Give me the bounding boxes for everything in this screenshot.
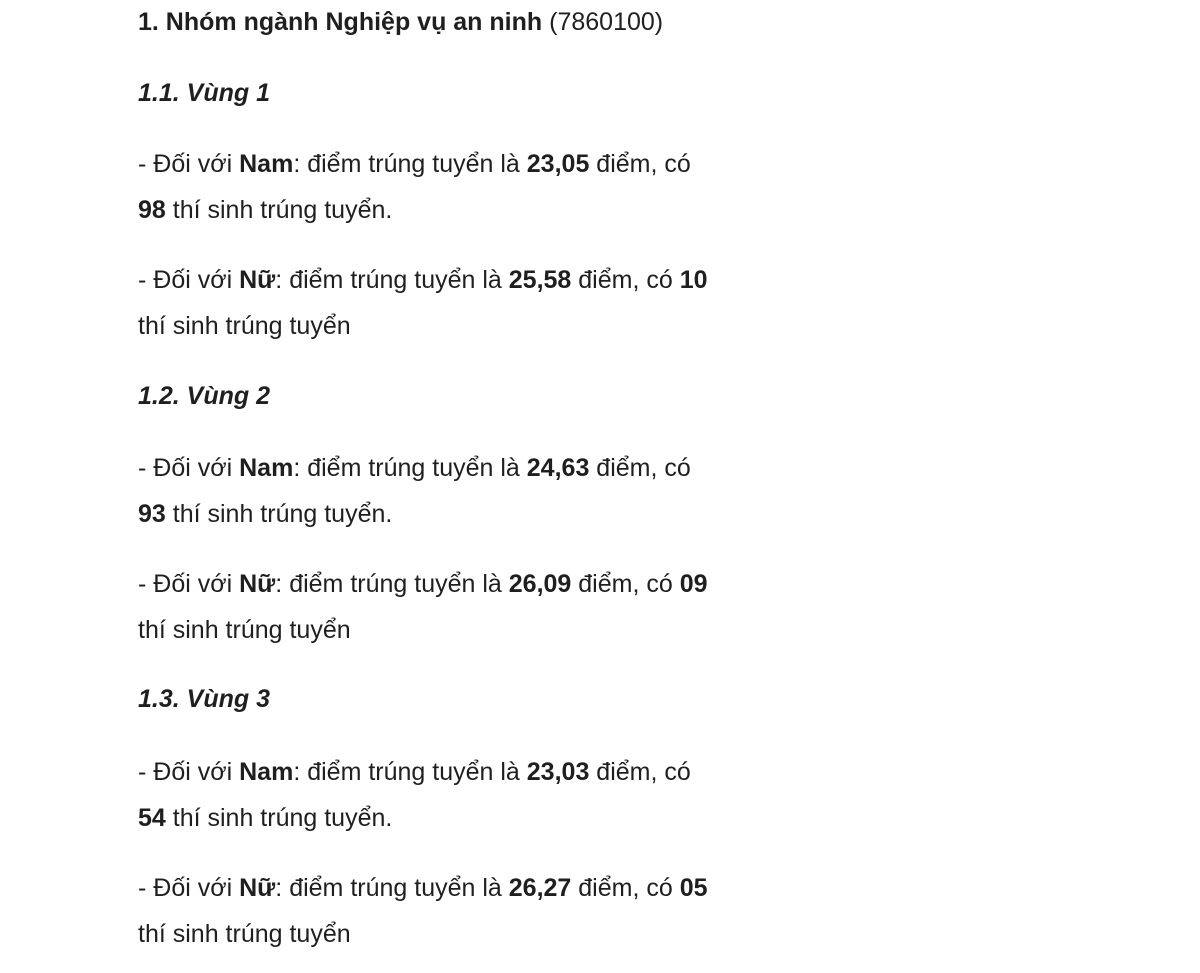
male-mid-text-2: điểm, có — [589, 758, 691, 786]
male-score: 23,03 — [526, 758, 590, 786]
male-count: 54 — [138, 804, 166, 832]
female-score: 25,58 — [508, 266, 572, 294]
male-count: 98 — [138, 196, 166, 224]
section-heading-region-2: 1.2. Vùng 2 — [138, 382, 270, 410]
male-paragraph-region-1 — [138, 141, 793, 233]
female-mid-text-2: điểm, có — [571, 570, 680, 598]
male-gender-label: Nam — [239, 758, 294, 786]
male-mid-text-2: điểm, có — [589, 454, 691, 482]
male-gender-label: Nam — [239, 150, 294, 178]
male-gender-label: Nam — [239, 454, 294, 482]
female-gender-label: Nữ — [239, 266, 276, 294]
section-heading-region-1: 1.1. Vùng 1 — [138, 79, 270, 107]
male-mid-text: : điểm trúng tuyển là — [293, 150, 527, 178]
male-suffix: thí sinh trúng tuyển. — [165, 500, 393, 528]
male-prefix: - Đối với — [138, 758, 240, 786]
section-heading-region-3: 1.3. Vùng 3 — [138, 685, 270, 713]
male-mid-text-2: điểm, có — [589, 150, 691, 178]
female-mid-text-2: điểm, có — [571, 874, 680, 902]
female-paragraph-region-2 — [138, 561, 793, 653]
female-paragraph-region-1 — [138, 257, 793, 349]
female-mid-text: : điểm trúng tuyển là — [275, 266, 509, 294]
female-score: 26,27 — [508, 874, 572, 902]
female-prefix: - Đối với — [138, 874, 240, 902]
male-count: 93 — [138, 500, 166, 528]
female-suffix: thí sinh trúng tuyển — [138, 616, 351, 644]
female-prefix: - Đối với — [138, 266, 240, 294]
male-paragraph-region-3 — [138, 749, 793, 841]
female-suffix: thí sinh trúng tuyển — [138, 920, 351, 948]
female-count: 09 — [679, 570, 708, 598]
female-score: 26,09 — [508, 570, 572, 598]
male-prefix: - Đối với — [138, 150, 240, 178]
female-count: 10 — [679, 266, 708, 294]
male-suffix: thí sinh trúng tuyển. — [165, 196, 393, 224]
male-mid-text: : điểm trúng tuyển là — [293, 454, 527, 482]
female-suffix: thí sinh trúng tuyển — [138, 312, 351, 340]
title-main: 1. Nhóm ngành Nghiệp vụ an ninh — [138, 8, 543, 36]
male-prefix: - Đối với — [138, 454, 240, 482]
female-gender-label: Nữ — [239, 874, 276, 902]
female-gender-label: Nữ — [239, 570, 276, 598]
male-score: 24,63 — [526, 454, 590, 482]
male-mid-text: : điểm trúng tuyển là — [293, 758, 527, 786]
page-title — [138, 7, 663, 37]
male-score: 23,05 — [526, 150, 590, 178]
female-mid-text-2: điểm, có — [571, 266, 680, 294]
title-code: (7860100) — [549, 8, 664, 36]
male-paragraph-region-2 — [138, 445, 793, 537]
female-count: 05 — [679, 874, 708, 902]
female-mid-text: : điểm trúng tuyển là — [275, 874, 509, 902]
female-prefix: - Đối với — [138, 570, 240, 598]
female-paragraph-region-3 — [138, 865, 793, 957]
male-suffix: thí sinh trúng tuyển. — [165, 804, 393, 832]
female-mid-text: : điểm trúng tuyển là — [275, 570, 509, 598]
